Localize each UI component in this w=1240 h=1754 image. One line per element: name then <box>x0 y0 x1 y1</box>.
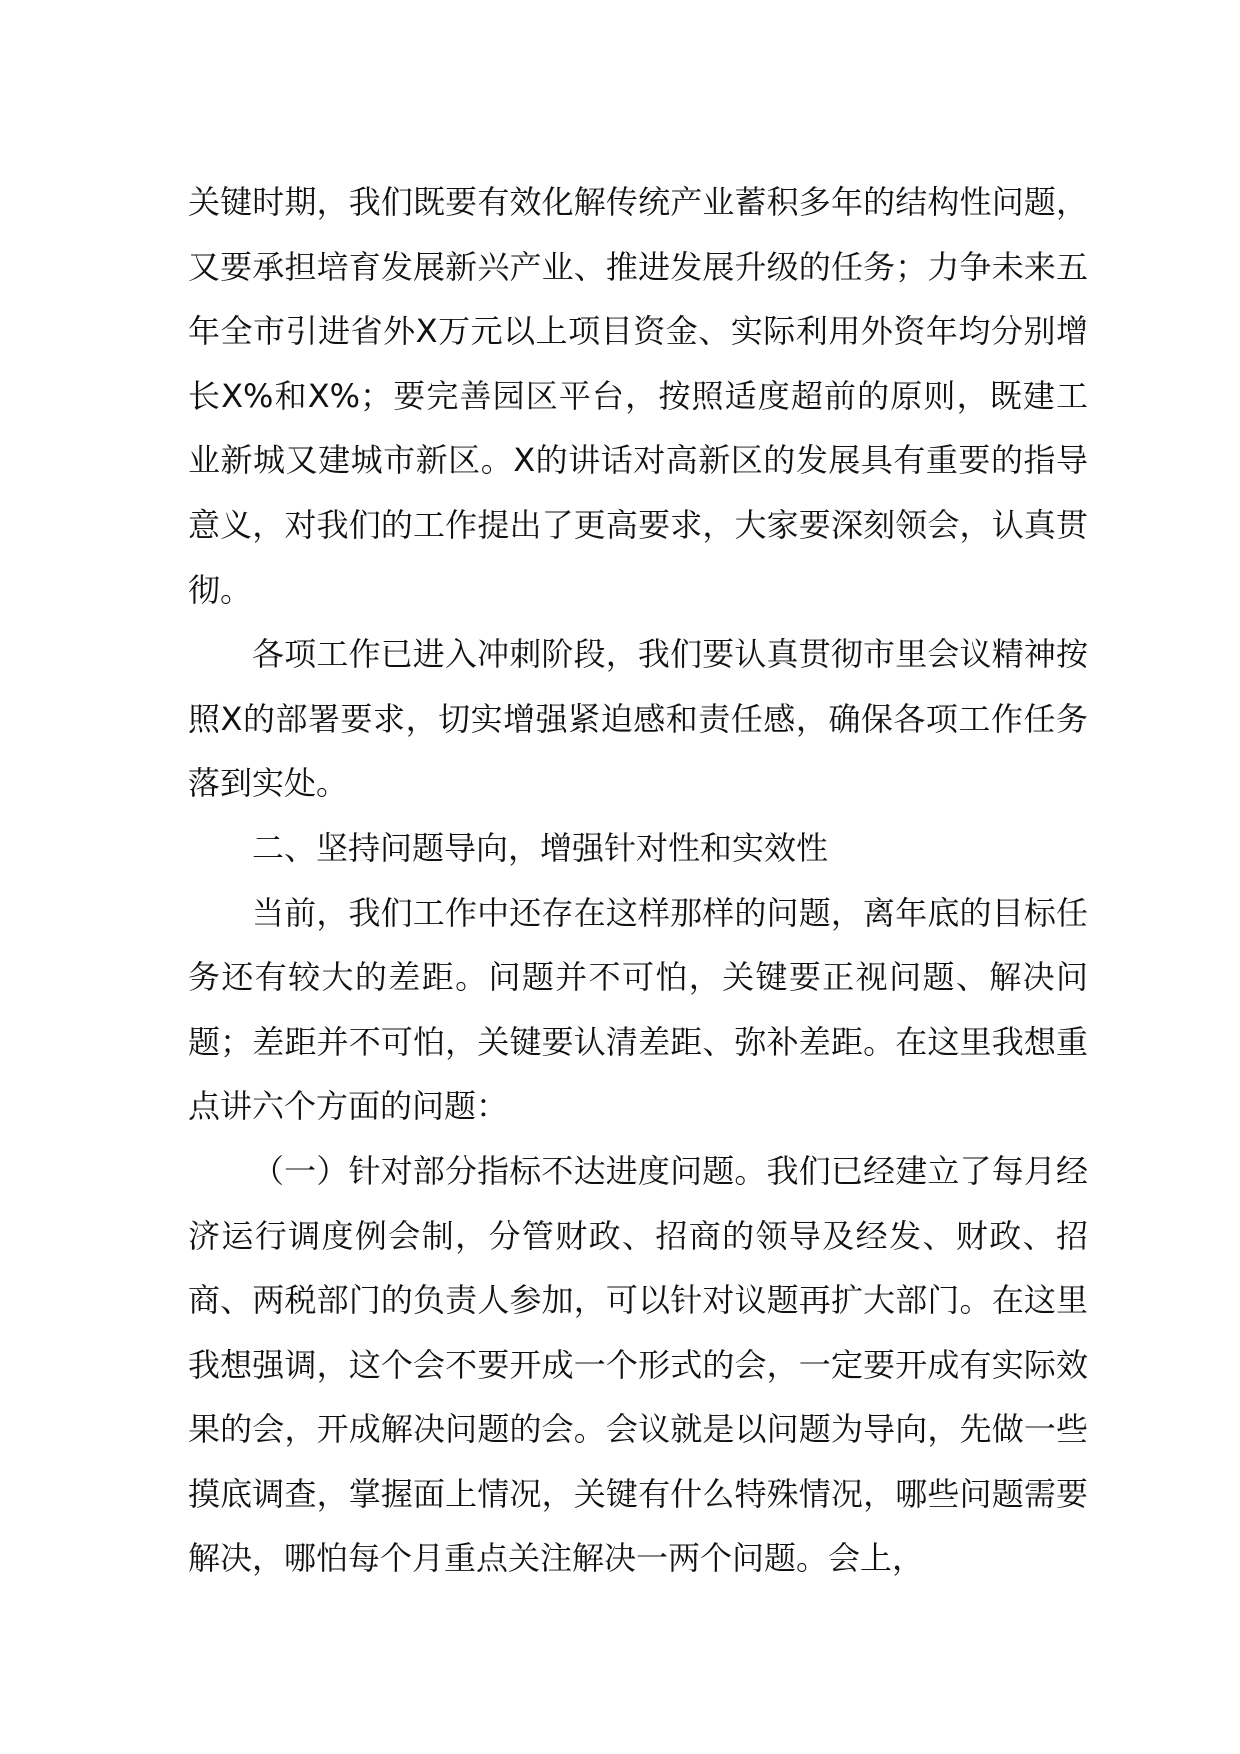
section-heading: 二、坚持问题导向，增强针对性和实效性 <box>252 828 829 867</box>
document-body <box>188 170 1088 1591</box>
paragraph-continued: 关键时期，我们既要有效化解传统产业蓄积多年的结构性问题，又要承担培育发展新兴产业、推进发展升级的任务；力争未来五年全市引进省外X万元以上项目资金、实际利用外资年均分别增长X%和X%；要完善园区平台，按照适度超前的原则，既建工业新城又建城市新区。X的讲话对高新区的发展具有重要的指导意义，对我们的工作提出了更高要求，大家要深刻领会，认真贯彻。 <box>188 183 1088 609</box>
paragraph: 当前，我们工作中还存在这样那样的问题，离年底的目标任务还有较大的差距。问题并不可怕，关键要正视问题、解决问题；差距并不可怕，关键要认清差距、弥补差距。在这里我想重点讲六个方面的问题： <box>188 893 1088 1126</box>
paragraph: （一）针对部分指标不达进度问题。我们已经建立了每月经济运行调度例会制，分管财政、招商的领导及经发、财政、招商、两税部门的负责人参加，可以针对议题再扩大部门。在这里我想强调，这个会不要开成一个形式的会，一定要开成有实际效果的会，开成解决问题的会。会议就是以问题为导向，先做一些摸底调查，掌握面上情况，关键有什么特殊情况，哪些问题需要解决，哪怕每个月重点关注解决一两个问题。会上， <box>188 1151 1088 1578</box>
paragraph: 各项工作已进入冲刺阶段，我们要认真贯彻市里会议精神按照X的部署要求，切实增强紧迫感和责任感，确保各项工作任务落到实处。 <box>188 635 1088 803</box>
